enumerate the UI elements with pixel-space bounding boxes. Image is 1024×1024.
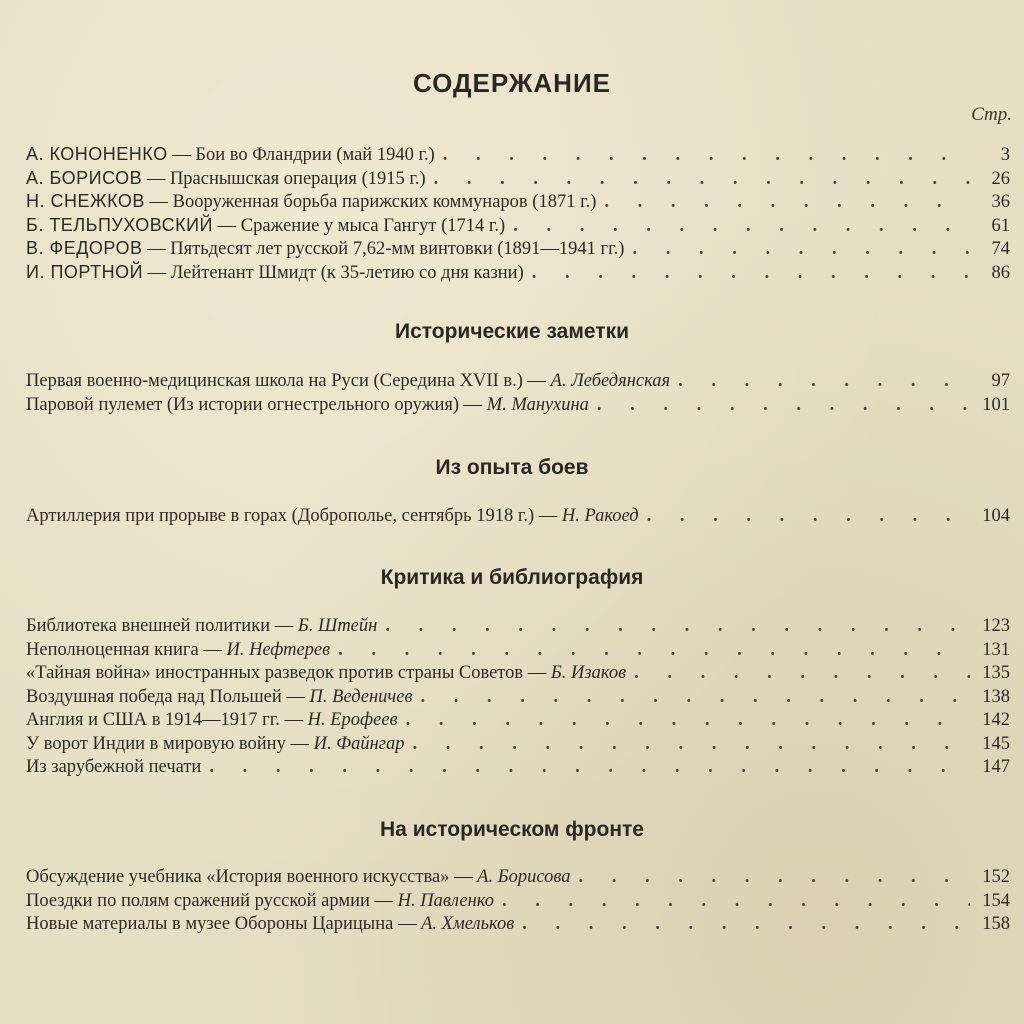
dot-leader — [579, 866, 970, 890]
toc-separator: — — [281, 686, 310, 707]
dot-leader — [434, 168, 970, 192]
toc-separator: — — [143, 262, 171, 283]
toc-entry-text — [26, 394, 589, 418]
toc-separator: — — [167, 145, 196, 165]
section-list — [26, 370, 1010, 417]
toc-page-number: 145 — [982, 733, 1010, 754]
section-list — [26, 615, 1010, 780]
toc-title: Пятьдесят лет русской 7,62-мм винтовки (1891—1941 гг.) — [170, 239, 625, 259]
dot-leader — [502, 890, 970, 914]
toc-title: Лейтенант Шмидт (к 35-летию со дня казни) — [170, 262, 524, 283]
toc-separator: — — [285, 733, 314, 754]
toc-page-number: 154 — [982, 890, 1010, 911]
toc-title: Воздушная победа над Польшей — [26, 686, 282, 707]
toc-title: Обсуждение учебника «История военного искусства» — [26, 867, 450, 887]
dot-leader — [209, 756, 970, 780]
toc-separator: — — [213, 215, 241, 236]
toc-entry-text — [26, 214, 505, 239]
toc-entry — [26, 890, 1010, 914]
toc-separator: — — [198, 639, 227, 660]
toc-entry — [26, 686, 1010, 710]
toc-entry — [26, 866, 1010, 890]
toc-title: Неполноценная книга — [26, 639, 199, 660]
dot-leader — [532, 262, 970, 286]
toc-page-number: 26 — [991, 168, 1010, 189]
toc-page-number: 123 — [982, 616, 1010, 636]
dot-leader — [385, 615, 970, 639]
toc-byline: И. Нефтерев — [226, 639, 331, 660]
section-heading: Критика и библиография — [380, 566, 644, 589]
toc-page-number: 97 — [991, 371, 1010, 391]
toc-separator: — — [144, 192, 173, 212]
toc-entry — [26, 143, 1010, 167]
page-title: СОДЕРЖАНИЕ — [413, 68, 611, 98]
toc-author: В. ФЕДОРОВ — [26, 238, 143, 258]
toc-entry — [26, 662, 1010, 686]
toc-entry — [26, 733, 1010, 757]
toc-separator: — — [393, 914, 422, 934]
toc-entry — [26, 505, 1010, 529]
page-column-label: Стр. — [971, 104, 1012, 125]
toc-byline: Н. Ракоед — [561, 506, 639, 526]
toc-byline: Н. Павленко — [397, 890, 494, 911]
toc-page-number: 152 — [982, 867, 1010, 887]
toc-page-number: 3 — [1000, 145, 1010, 165]
toc-title: Паровой пулемет (Из истории огнестрельного оружия) — [26, 394, 460, 415]
toc-separator: — — [270, 616, 298, 636]
toc-entry-text — [26, 615, 377, 639]
toc-entry — [26, 370, 1010, 394]
toc-title: Библиотека внешней политики — [26, 616, 271, 636]
toc-byline: А. Лебедянская — [550, 371, 671, 391]
toc-separator: — — [142, 239, 171, 259]
toc-entry — [26, 214, 1010, 238]
toc-page-number: 131 — [982, 639, 1010, 660]
toc-entry-text — [26, 505, 639, 529]
toc-title: Англия и США в 1914—1917 гг. — [26, 710, 280, 730]
toc-separator: — — [369, 890, 398, 911]
toc-byline: А. Борисова — [477, 867, 571, 887]
toc-title: У ворот Индии в мировую войну — [26, 733, 286, 754]
toc-author: А. КОНОНЕНКО — [26, 144, 168, 164]
toc-page-number: 138 — [982, 686, 1010, 707]
toc-page-number: 36 — [991, 192, 1010, 212]
toc-title: Артиллерия при прорыве в горах (Доброполье, сентябрь 1918 г.) — [26, 506, 535, 526]
toc-separator: — — [534, 506, 562, 526]
toc-separator: — — [522, 371, 551, 391]
toc-entry — [26, 639, 1010, 663]
toc-title: Праснышская операция (1915 г.) — [169, 168, 426, 189]
toc-page-number: 147 — [982, 757, 1010, 777]
toc-separator: — — [142, 168, 170, 189]
dot-leader — [634, 662, 970, 686]
dot-leader — [632, 238, 970, 262]
dot-leader — [647, 505, 970, 529]
section-heading: На историческом фронте — [380, 818, 644, 841]
toc-title: Первая военно-медицинская школа на Руси (Середина XVII в.) — [26, 371, 523, 391]
toc-byline: И. Файнгар — [313, 733, 405, 754]
dot-leader — [443, 144, 970, 168]
toc-entry — [26, 261, 1010, 285]
toc-page-number: 86 — [991, 262, 1010, 283]
toc-entry-text — [26, 237, 624, 262]
toc-entry-text — [26, 686, 413, 710]
toc-byline: А. Хмельков — [421, 914, 515, 934]
toc-entry-text — [26, 167, 426, 192]
toc-title: Новые материалы в музее Обороны Царицына — [26, 914, 394, 934]
dot-leader — [406, 709, 970, 733]
dot-leader — [522, 913, 970, 937]
toc-separator: — — [523, 663, 551, 683]
toc-title: Вооруженная борьба парижских коммунаров (1871 г.) — [172, 192, 597, 212]
dot-leader — [412, 733, 970, 757]
toc-byline: Н. Ерофеев — [307, 710, 398, 730]
toc-entry-text — [26, 913, 514, 937]
toc-byline: П. Веденичев — [309, 686, 413, 707]
dot-leader — [597, 394, 970, 418]
toc-entry-text — [26, 890, 494, 914]
section-heading: Исторические заметки — [394, 320, 630, 343]
dot-leader — [338, 639, 970, 663]
toc-author: Н. СНЕЖКОВ — [26, 191, 145, 211]
toc-entry-text — [26, 639, 330, 663]
toc-title: Из зарубежной печати — [26, 757, 202, 777]
toc-page-number: 158 — [982, 914, 1010, 934]
toc-separator: — — [459, 394, 487, 415]
dot-leader — [421, 686, 971, 710]
toc-title: Бои во Фландрии (май 1940 г.) — [195, 145, 435, 165]
toc-title: Сражение у мыса Гангут (1714 г.) — [240, 215, 506, 236]
toc-page-number: 61 — [991, 215, 1010, 236]
toc-entry — [26, 394, 1010, 418]
toc-entry — [26, 615, 1010, 639]
toc-entry-text — [26, 662, 626, 686]
section-heading: Из опыта боев — [435, 456, 589, 479]
toc-separator: — — [279, 710, 308, 730]
toc-page-number: 135 — [982, 663, 1010, 683]
dot-leader — [678, 370, 970, 394]
toc-entry — [26, 709, 1010, 733]
toc-entry-text — [26, 866, 571, 890]
toc-entry-text — [26, 190, 596, 215]
dot-leader — [604, 191, 970, 215]
toc-page-number: 142 — [982, 710, 1010, 730]
toc-page-number: 74 — [991, 239, 1010, 259]
toc-entry-text — [26, 709, 398, 733]
toc-author: И. ПОРТНОЙ — [26, 261, 144, 282]
toc-entry — [26, 756, 1010, 780]
toc-byline: Б. Штейн — [297, 616, 378, 636]
toc-entry-text — [26, 733, 404, 757]
toc-entry — [26, 190, 1010, 214]
section-list — [26, 505, 1010, 529]
toc-title: «Тайная война» иностранных разведок против страны Советов — [26, 663, 524, 683]
toc-author: А. БОРИСОВ — [26, 167, 143, 188]
toc-entry-text — [26, 370, 670, 394]
toc-entry — [26, 913, 1010, 937]
toc-separator: — — [449, 867, 478, 887]
toc-entry — [26, 167, 1010, 191]
section-list — [26, 866, 1010, 937]
toc-entry-text — [26, 261, 524, 286]
toc-entry — [26, 237, 1010, 261]
toc-byline: Б. Изаков — [550, 663, 627, 683]
toc-author: Б. ТЕЛЬПУХОВСКИЙ — [26, 214, 213, 235]
toc-page-number: 104 — [982, 506, 1010, 526]
toc-entry-text — [26, 756, 201, 780]
dot-leader — [513, 215, 970, 239]
toc-page-number: 101 — [982, 394, 1010, 415]
toc-title: Поездки по полям сражений русской армии — [26, 890, 370, 911]
toc-byline: М. Манухина — [486, 394, 589, 415]
toc-entry-text — [26, 143, 435, 168]
main-articles-list — [26, 143, 1010, 284]
